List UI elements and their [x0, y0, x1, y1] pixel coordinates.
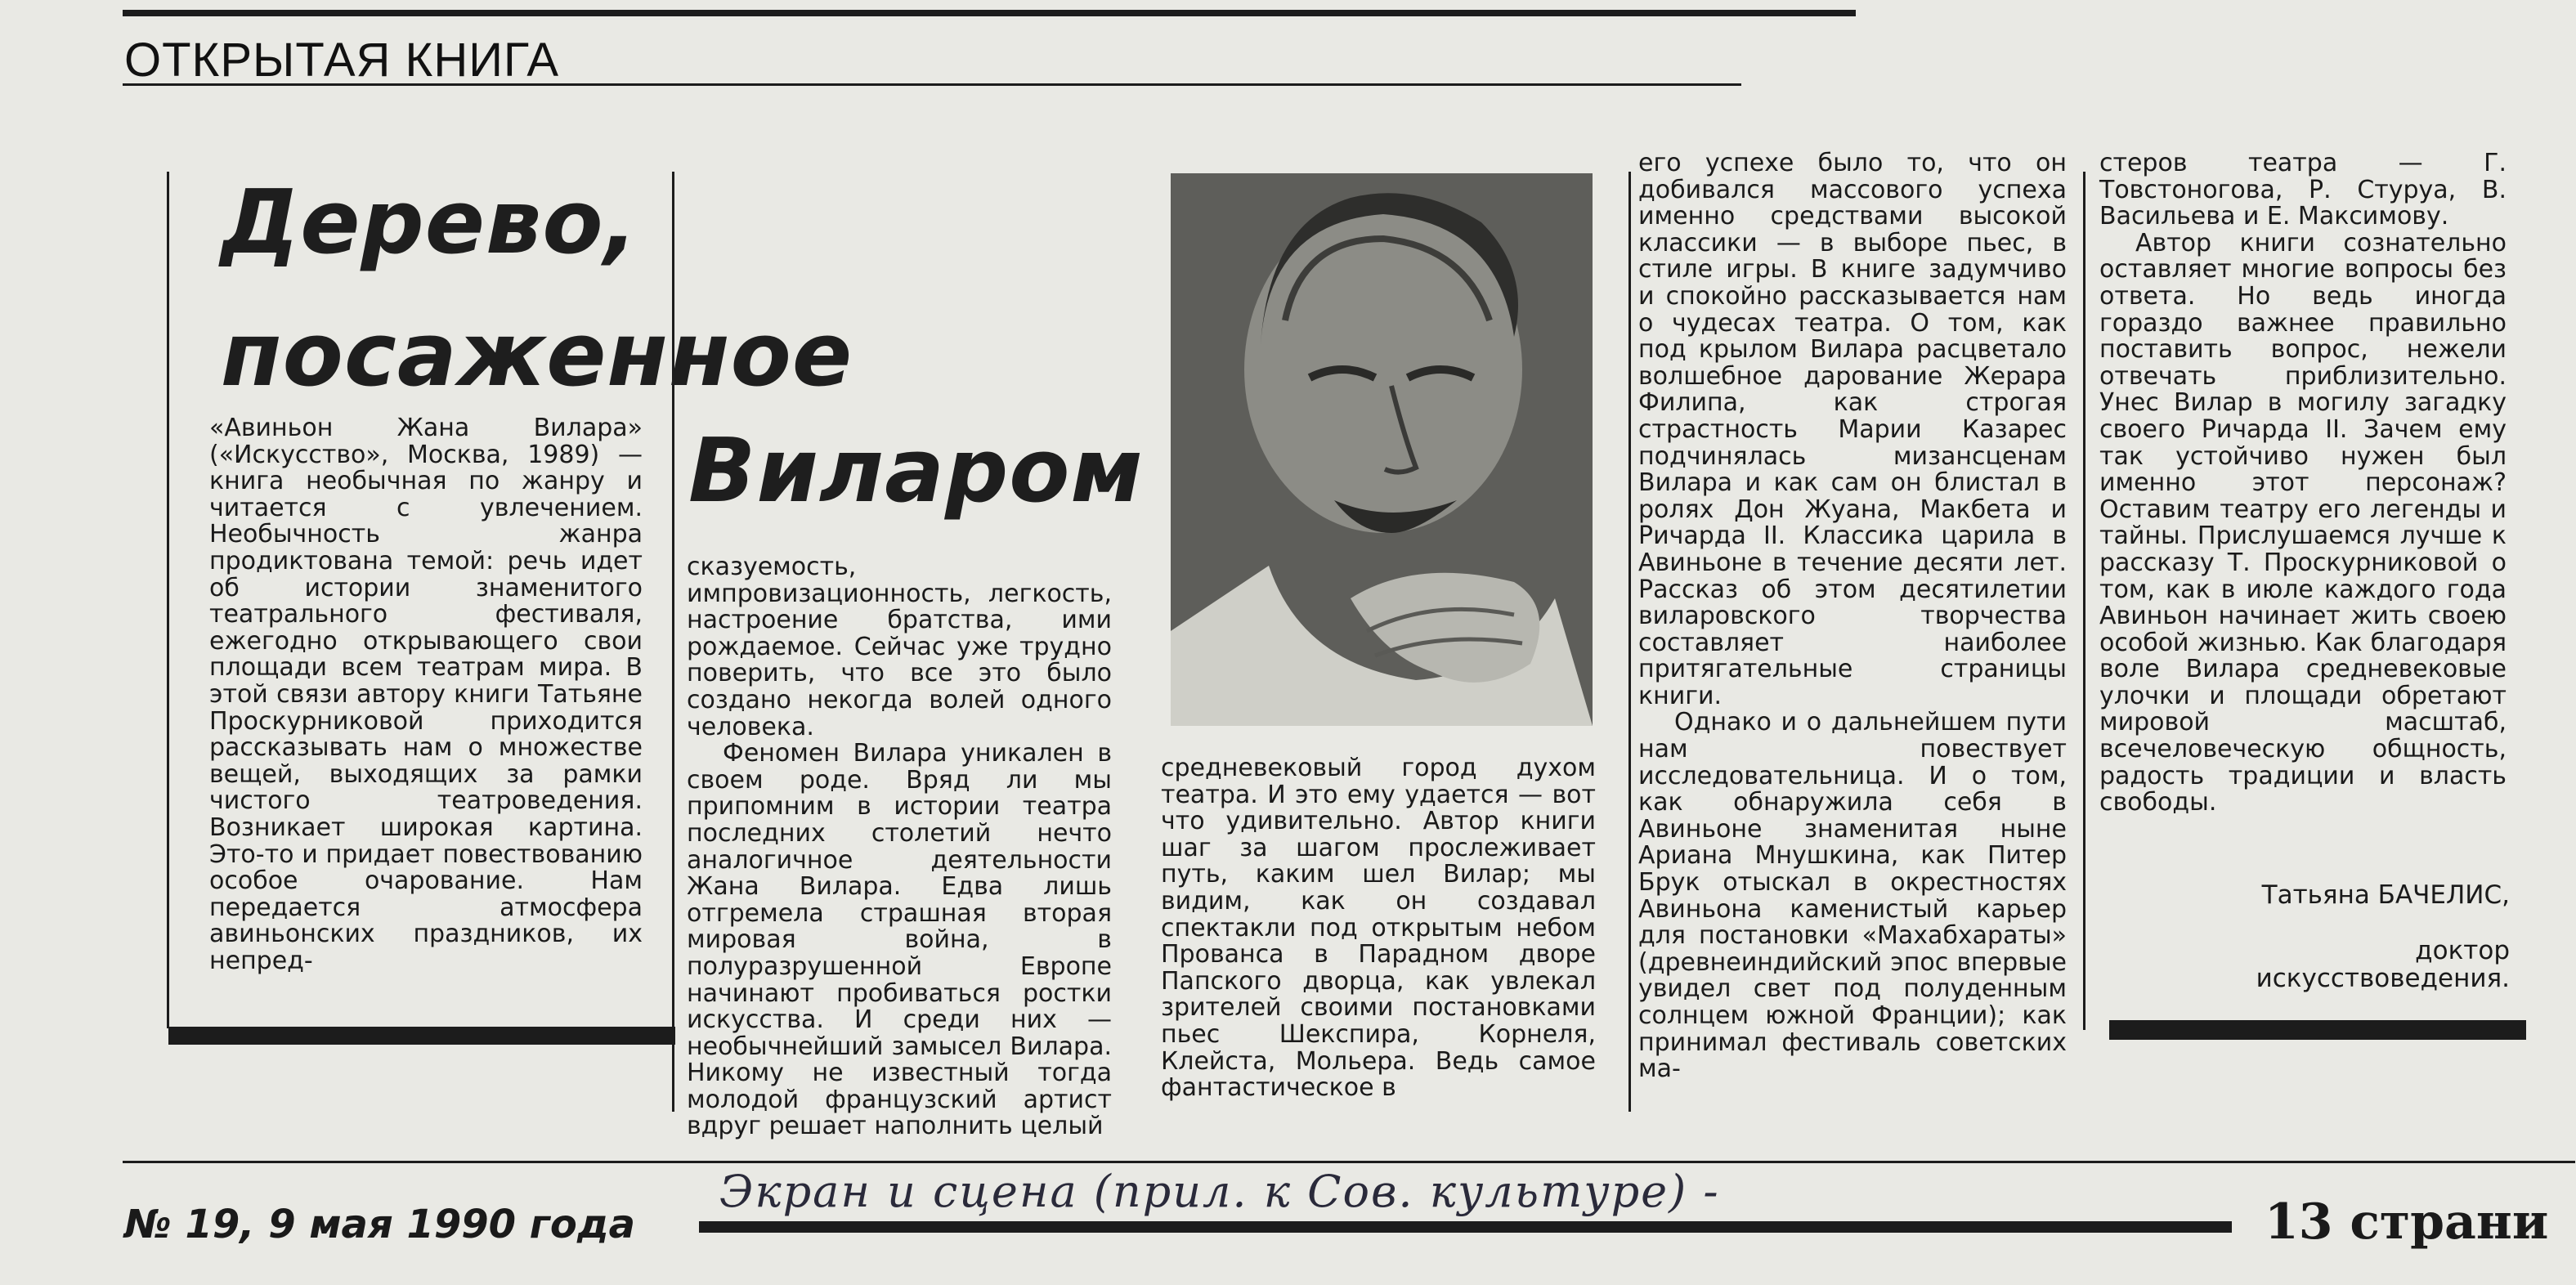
paragraph: Однако и о дальнейшем пути нам повествует исследовательница. И о том, как обнаружила себя в Авиньоне знаменитая ныне Ариана Мнушкина, как Питер Брук отыскал в окрестностях Авиньона каменистый карьер для постановки «Махабхараты» (древнеиндийский эпос впервые увидел свет под полуденным солнцем южной Франции); как принимал фестиваль советских ма-	[1638, 708, 2067, 1084]
paragraph: его успехе было то, что он добивался массового успеха именно средствами высокой классики — в выборе пьес, в стиле игры. В книге задумчиво и спокойно рассказывается нам о чудесах театра. О том, как под крылом Вилара расцветало волшебное дарование Жерара Филипа, как строгая страстность Марии Казарес подчинялась мизансценам Вилара и как сам он блистал в ролях Дон Жуана, Макбета и Ричарда II. Классика царила в Авиньоне в течение десяти лет. Рассказ об этом десятилетии виларовского творчества составляет наиболее притягательные страницы книги.	[1638, 149, 2067, 710]
section-label: ОТКРЫТАЯ КНИГА	[124, 34, 560, 87]
article-bottom-rule	[168, 1027, 675, 1045]
footer-rule	[123, 1161, 2575, 1163]
article-column-3	[1161, 755, 1596, 1102]
paragraph: «Авиньон Жана Вилара» («Искусство», Москва, 1989) — книга необычная по жанру и читается с увлечением. Необычность жанра продиктована темой: речь идет об истории знаменитого театрального фестиваля, ежегодно открывающего свои площади всем театрам мира. В этой связи автору книги Татьяне Проскурниковой приходится рассказывать нам о множестве вещей, выходящих за рамки чистого театроведения. Возникает широкая картина. Это-то и придает повествованию особое очарование. Нам передается атмосфера авиньонских праздников, их непред-	[209, 414, 643, 975]
paragraph: сказуемость, импровизационность, легкость, настроение братства, ими рождаемое. Сейчас уже трудно поверить, что все это было создано некогда волей одного человека.	[687, 553, 1112, 741]
top-border	[123, 10, 1856, 16]
handwritten-note: Экран и сцена (прил. к Сов. культуре) -	[719, 1166, 1720, 1217]
bleed-through-texture	[940, 0, 1611, 163]
paragraph: Автор книги сознательно оставляет многие вопросы без ответа. Но ведь иногда гораздо важнее правильно поставить вопрос, нежели отвечать приблизительно. Унес Вилар в могилу загадку своего Ричарда II. Зачем ему так устойчиво нужен был именно этот персонаж? Оставим театру его легенды и тайны. Прислушаемся лучше к рассказу Т. Проскурниковой о том, как в июле каждого года Авиньон начинает жить своею особой жизнью. Как благодаря воле Вилара средневековые улочки и площади обретают мировой масштаб, всечеловеческую общность, радость традиции и власть свободы.	[2099, 228, 2507, 817]
paragraph: Феномен Вилара уникален в своем роде. Вряд ли мы припомним в истории театра последних столетий нечто аналогичное деятельности Жана Вилара. Едва лишь отгремела страшная вторая мировая война, в полуразрушенной Европе начинают пробиваться ростки искусства. И среди них — необычнейший замысел Вилара. Никому не известный тогда молодой французский артист вдруг решает наполнить целый	[687, 739, 1112, 1141]
portrait-drawing	[1171, 173, 1593, 726]
author-name: Татьяна БАЧЕЛИС,	[2261, 880, 2510, 910]
page-number: 13 страни	[2265, 1193, 2549, 1251]
article-column-4	[1638, 150, 2067, 1083]
author-title: искусствоведения.	[2256, 964, 2510, 993]
column-rule	[167, 172, 169, 1028]
article-column-2	[687, 554, 1112, 1140]
paragraph: стеров театра — Г. Товстоногова, Р. Стуруа, В. Васильева и Е. Максимову.	[2099, 149, 2507, 231]
article-title-line1: Дерево,	[221, 172, 638, 274]
paragraph: средневековый город духом театра. И это ему удается — вот что удивительно. Автор книги шаг за шагом прослеживает путь, каким шел Вилар; мы видим, как он создавал спектакли под открытым небом Прованса в Парадном дворе Папского дворца, как увлекал зрителей своими постановками пьес Шекспира, Корнеля, Клейста, Мольера. Ведь самое фантастическое в	[1161, 754, 1596, 1103]
footer-band	[699, 1221, 2232, 1233]
portrait-photo	[1171, 173, 1593, 726]
article-title-line2: посаженное	[221, 304, 853, 406]
author-title: доктор	[2415, 936, 2510, 965]
article-column-5	[2099, 150, 2507, 817]
author-signature	[2070, 881, 2510, 992]
article-bottom-rule	[2109, 1020, 2526, 1040]
issue-date: № 19, 9 мая 1990 года	[124, 1202, 635, 1247]
article-title-line3: Виларом	[688, 420, 1144, 522]
column-rule	[1628, 172, 1631, 1112]
article-column-1	[209, 415, 643, 974]
